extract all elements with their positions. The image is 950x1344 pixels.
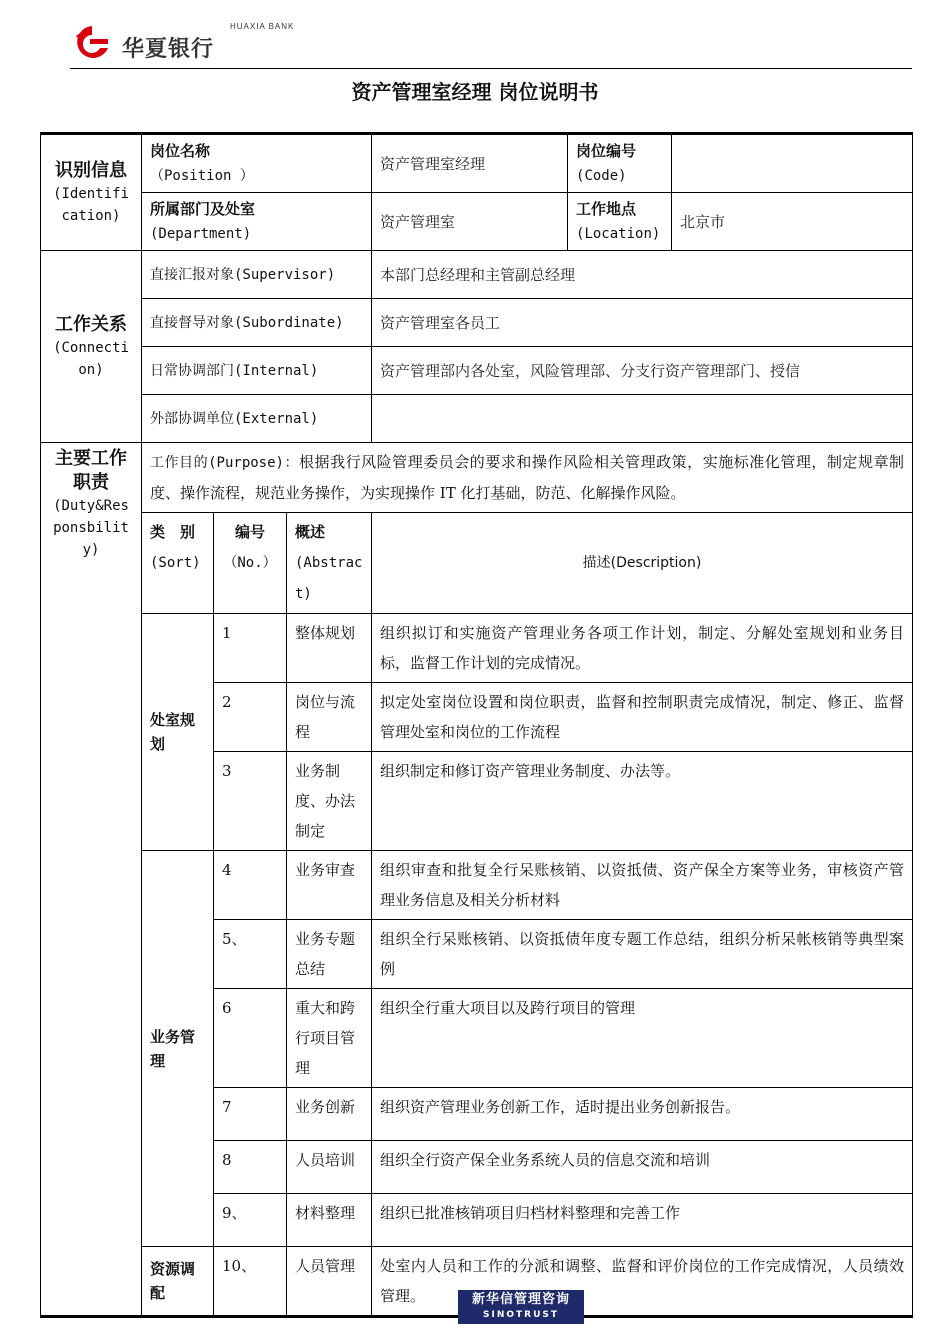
item-description: 组织全行重大项目以及跨行项目的管理 bbox=[372, 989, 913, 1088]
item-description: 组织制定和修订资产管理业务制度、办法等。 bbox=[372, 752, 913, 851]
internal-label: 日常协调部门(Internal) bbox=[142, 347, 372, 395]
external-label: 外部协调单位(External) bbox=[142, 395, 372, 443]
item-abstract: 业务创新 bbox=[287, 1088, 372, 1141]
position-value: 资产管理室经理 bbox=[372, 134, 568, 193]
location-value: 北京市 bbox=[672, 193, 913, 251]
document-title: 资产管理室经理 岗位说明书 bbox=[351, 80, 599, 104]
item-no: 8 bbox=[214, 1141, 287, 1194]
item-description: 组织全行呆账核销、以资抵债年度专题工作总结，组织分析呆帐核销等典型案例 bbox=[372, 920, 913, 989]
item-no: 4 bbox=[214, 851, 287, 920]
external-value bbox=[372, 395, 913, 443]
item-description: 组织拟订和实施资产管理业务各项工作计划，制定、分解处室规划和业务目标，监督工作计划的完成情况。 bbox=[372, 614, 913, 683]
item-description: 组织审查和批复全行呆账核销、以资抵债、资产保全方案等业务，审核资产管理业务信息及相关分析材料 bbox=[372, 851, 913, 920]
item-description: 组织资产管理业务创新工作，适时提出业务创新报告。 bbox=[372, 1088, 913, 1141]
position-label: 岗位名称 （Position ） bbox=[142, 134, 372, 193]
item-no: 2 bbox=[214, 683, 287, 752]
header-divider bbox=[70, 68, 912, 69]
internal-value: 资产管理部内各处室，风险管理部、分支行资产管理部门、授信 bbox=[372, 347, 913, 395]
duty-section: 主要工作职责 (Duty&Responsbility) bbox=[41, 443, 142, 1317]
item-description: 组织已批准核销项目归档材料整理和完善工作 bbox=[372, 1194, 913, 1247]
location-label: 工作地点 (Location) bbox=[568, 193, 672, 251]
sort-business: 业务管理 bbox=[142, 851, 214, 1247]
bank-name-en: HUAXIA BANK bbox=[230, 22, 295, 31]
item-abstract: 材料整理 bbox=[287, 1194, 372, 1247]
code-value bbox=[672, 134, 913, 193]
identification-section: 识别信息 (Identification) bbox=[41, 134, 142, 251]
purpose-text: 根据我行风险管理委员会的要求和操作风险相关管理政策，实施标准化管理，制定规章制度、操作流程，规范业务操作，为实现操作 IT 化打基础，防范、化解操作风险。 bbox=[150, 453, 905, 502]
item-abstract: 重大和跨行项目管理 bbox=[287, 989, 372, 1088]
supervisor-label: 直接汇报对象(Supervisor) bbox=[142, 251, 372, 299]
department-value: 资产管理室 bbox=[372, 193, 568, 251]
item-abstract: 整体规划 bbox=[287, 614, 372, 683]
item-no: 10、 bbox=[214, 1247, 287, 1317]
item-no: 3 bbox=[214, 752, 287, 851]
item-no: 9、 bbox=[214, 1194, 287, 1247]
item-abstract: 人员培训 bbox=[287, 1141, 372, 1194]
huaxia-logo-icon bbox=[70, 22, 114, 62]
sort-resource: 资源调配 bbox=[142, 1247, 214, 1317]
item-abstract: 业务专题总结 bbox=[287, 920, 372, 989]
no-header: 编号 （No.） bbox=[214, 513, 287, 614]
sinotrust-logo: 新华信管理咨询 SINOTRUST bbox=[458, 1290, 584, 1324]
connection-section: 工作关系 (Connection) bbox=[41, 251, 142, 443]
purpose-cell bbox=[142, 443, 913, 513]
item-abstract: 岗位与流程 bbox=[287, 683, 372, 752]
item-abstract: 业务制度、办法制定 bbox=[287, 752, 372, 851]
item-abstract: 人员管理 bbox=[287, 1247, 372, 1317]
page-header bbox=[70, 18, 910, 66]
subordinate-value: 资产管理室各员工 bbox=[372, 299, 913, 347]
supervisor-value: 本部门总经理和主管副总经理 bbox=[372, 251, 913, 299]
item-abstract: 业务审查 bbox=[287, 851, 372, 920]
abstract-header: 概述 (Abstract) bbox=[287, 513, 372, 614]
purpose-label: 工作目的(Purpose)： bbox=[150, 455, 300, 471]
code-label: 岗位编号 (Code) bbox=[568, 134, 672, 193]
subordinate-label: 直接督导对象(Subordinate) bbox=[142, 299, 372, 347]
item-description: 组织全行资产保全业务系统人员的信息交流和培训 bbox=[372, 1141, 913, 1194]
department-label: 所属部门及处室 (Department) bbox=[142, 193, 372, 251]
item-description: 处室内人员和工作的分派和调整、监督和评价岗位的工作完成情况，人员绩效管理。 bbox=[372, 1247, 913, 1317]
item-no: 5、 bbox=[214, 920, 287, 989]
item-no: 7 bbox=[214, 1088, 287, 1141]
item-description: 拟定处室岗位设置和岗位职责，监督和控制职责完成情况，制定、修正、监督管理处室和岗位的工作流程 bbox=[372, 683, 913, 752]
sort-planning: 处室规划 bbox=[142, 614, 214, 851]
item-no: 6 bbox=[214, 989, 287, 1088]
description-header: 描述(Description) bbox=[372, 513, 913, 614]
bank-name-cn: 华夏银行 bbox=[122, 37, 215, 62]
item-no: 1 bbox=[214, 614, 287, 683]
sort-header: 类 别 (Sort) bbox=[142, 513, 214, 614]
job-description-table bbox=[40, 132, 913, 1318]
